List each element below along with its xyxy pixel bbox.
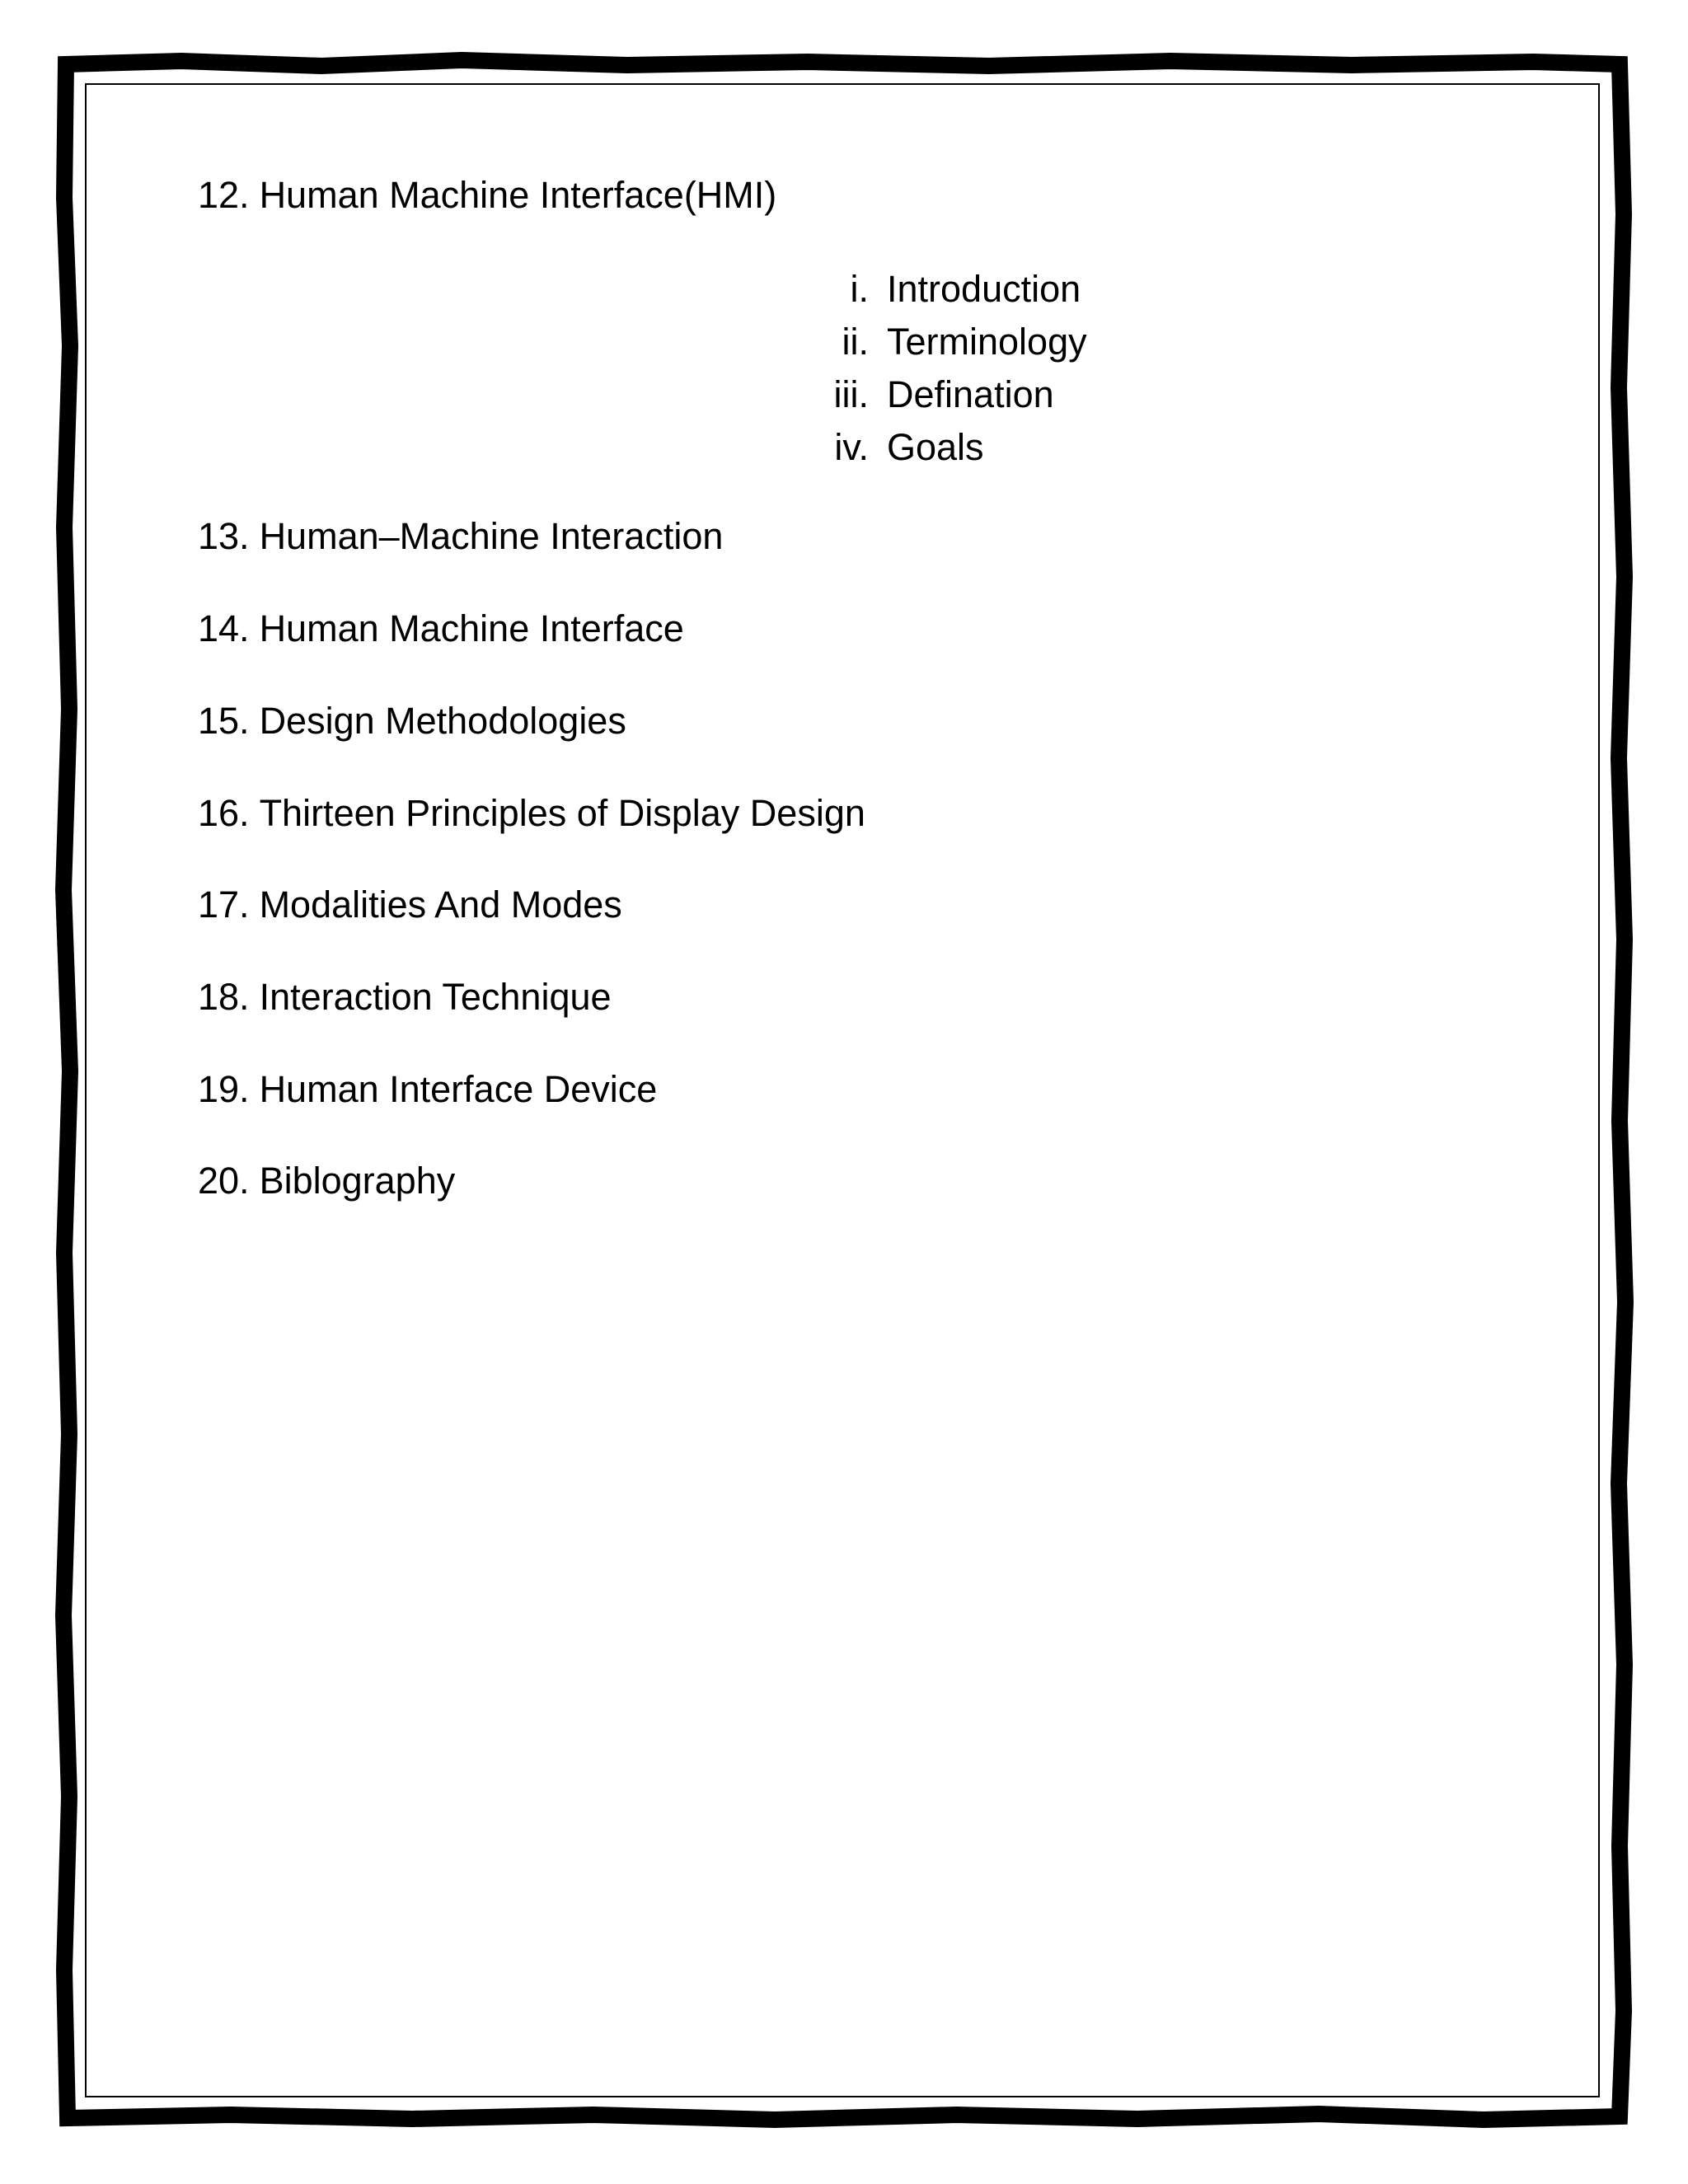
toc-subitem-introduction bbox=[783, 268, 1081, 310]
toc-title: Human Interface Device bbox=[259, 1068, 658, 1110]
toc-number: 13. bbox=[198, 515, 250, 557]
toc-number: 18. bbox=[198, 976, 250, 1018]
toc-item-15 bbox=[198, 700, 626, 742]
toc-subitem-terminology bbox=[783, 321, 1087, 363]
toc-item-14 bbox=[198, 607, 684, 649]
toc-number: 15. bbox=[198, 700, 250, 742]
toc-title: Design Methodologies bbox=[259, 700, 626, 742]
toc-number: 14. bbox=[198, 607, 250, 649]
toc-subitem-goals bbox=[783, 426, 984, 468]
toc-title: Interaction Technique bbox=[259, 976, 612, 1018]
toc-number: 12. bbox=[198, 174, 250, 216]
toc-title: Modalities And Modes bbox=[259, 883, 622, 926]
toc-item-13 bbox=[198, 515, 724, 557]
subitem-number: i. bbox=[850, 268, 869, 310]
toc-title: Biblography bbox=[259, 1160, 456, 1202]
toc-title: Human–Machine Interaction bbox=[259, 515, 724, 557]
subitem-title: Goals bbox=[887, 426, 984, 468]
toc-item-17 bbox=[198, 883, 622, 926]
subitem-title: Defination bbox=[887, 373, 1054, 415]
toc-item-12 bbox=[198, 174, 777, 216]
toc-number: 16. bbox=[198, 792, 250, 834]
subitem-number: ii. bbox=[842, 321, 869, 363]
toc-title: Thirteen Principles of Display Design bbox=[259, 792, 865, 834]
toc-number: 19. bbox=[198, 1068, 250, 1110]
toc-title: Human Machine Interface(HMI) bbox=[259, 174, 777, 216]
toc-item-20 bbox=[198, 1160, 456, 1202]
toc-number: 17. bbox=[198, 883, 250, 926]
toc-subitem-defination bbox=[783, 373, 1054, 415]
toc-title: Human Machine Interface bbox=[259, 607, 684, 649]
subitem-title: Introduction bbox=[887, 268, 1081, 310]
toc-number: 20. bbox=[198, 1160, 250, 1202]
subitem-number: iv. bbox=[834, 426, 869, 468]
toc-item-18 bbox=[198, 976, 612, 1018]
subitem-title: Terminology bbox=[887, 321, 1087, 363]
subitem-number: iii. bbox=[833, 373, 869, 415]
toc-item-19 bbox=[198, 1068, 658, 1110]
toc-item-16 bbox=[198, 794, 865, 832]
